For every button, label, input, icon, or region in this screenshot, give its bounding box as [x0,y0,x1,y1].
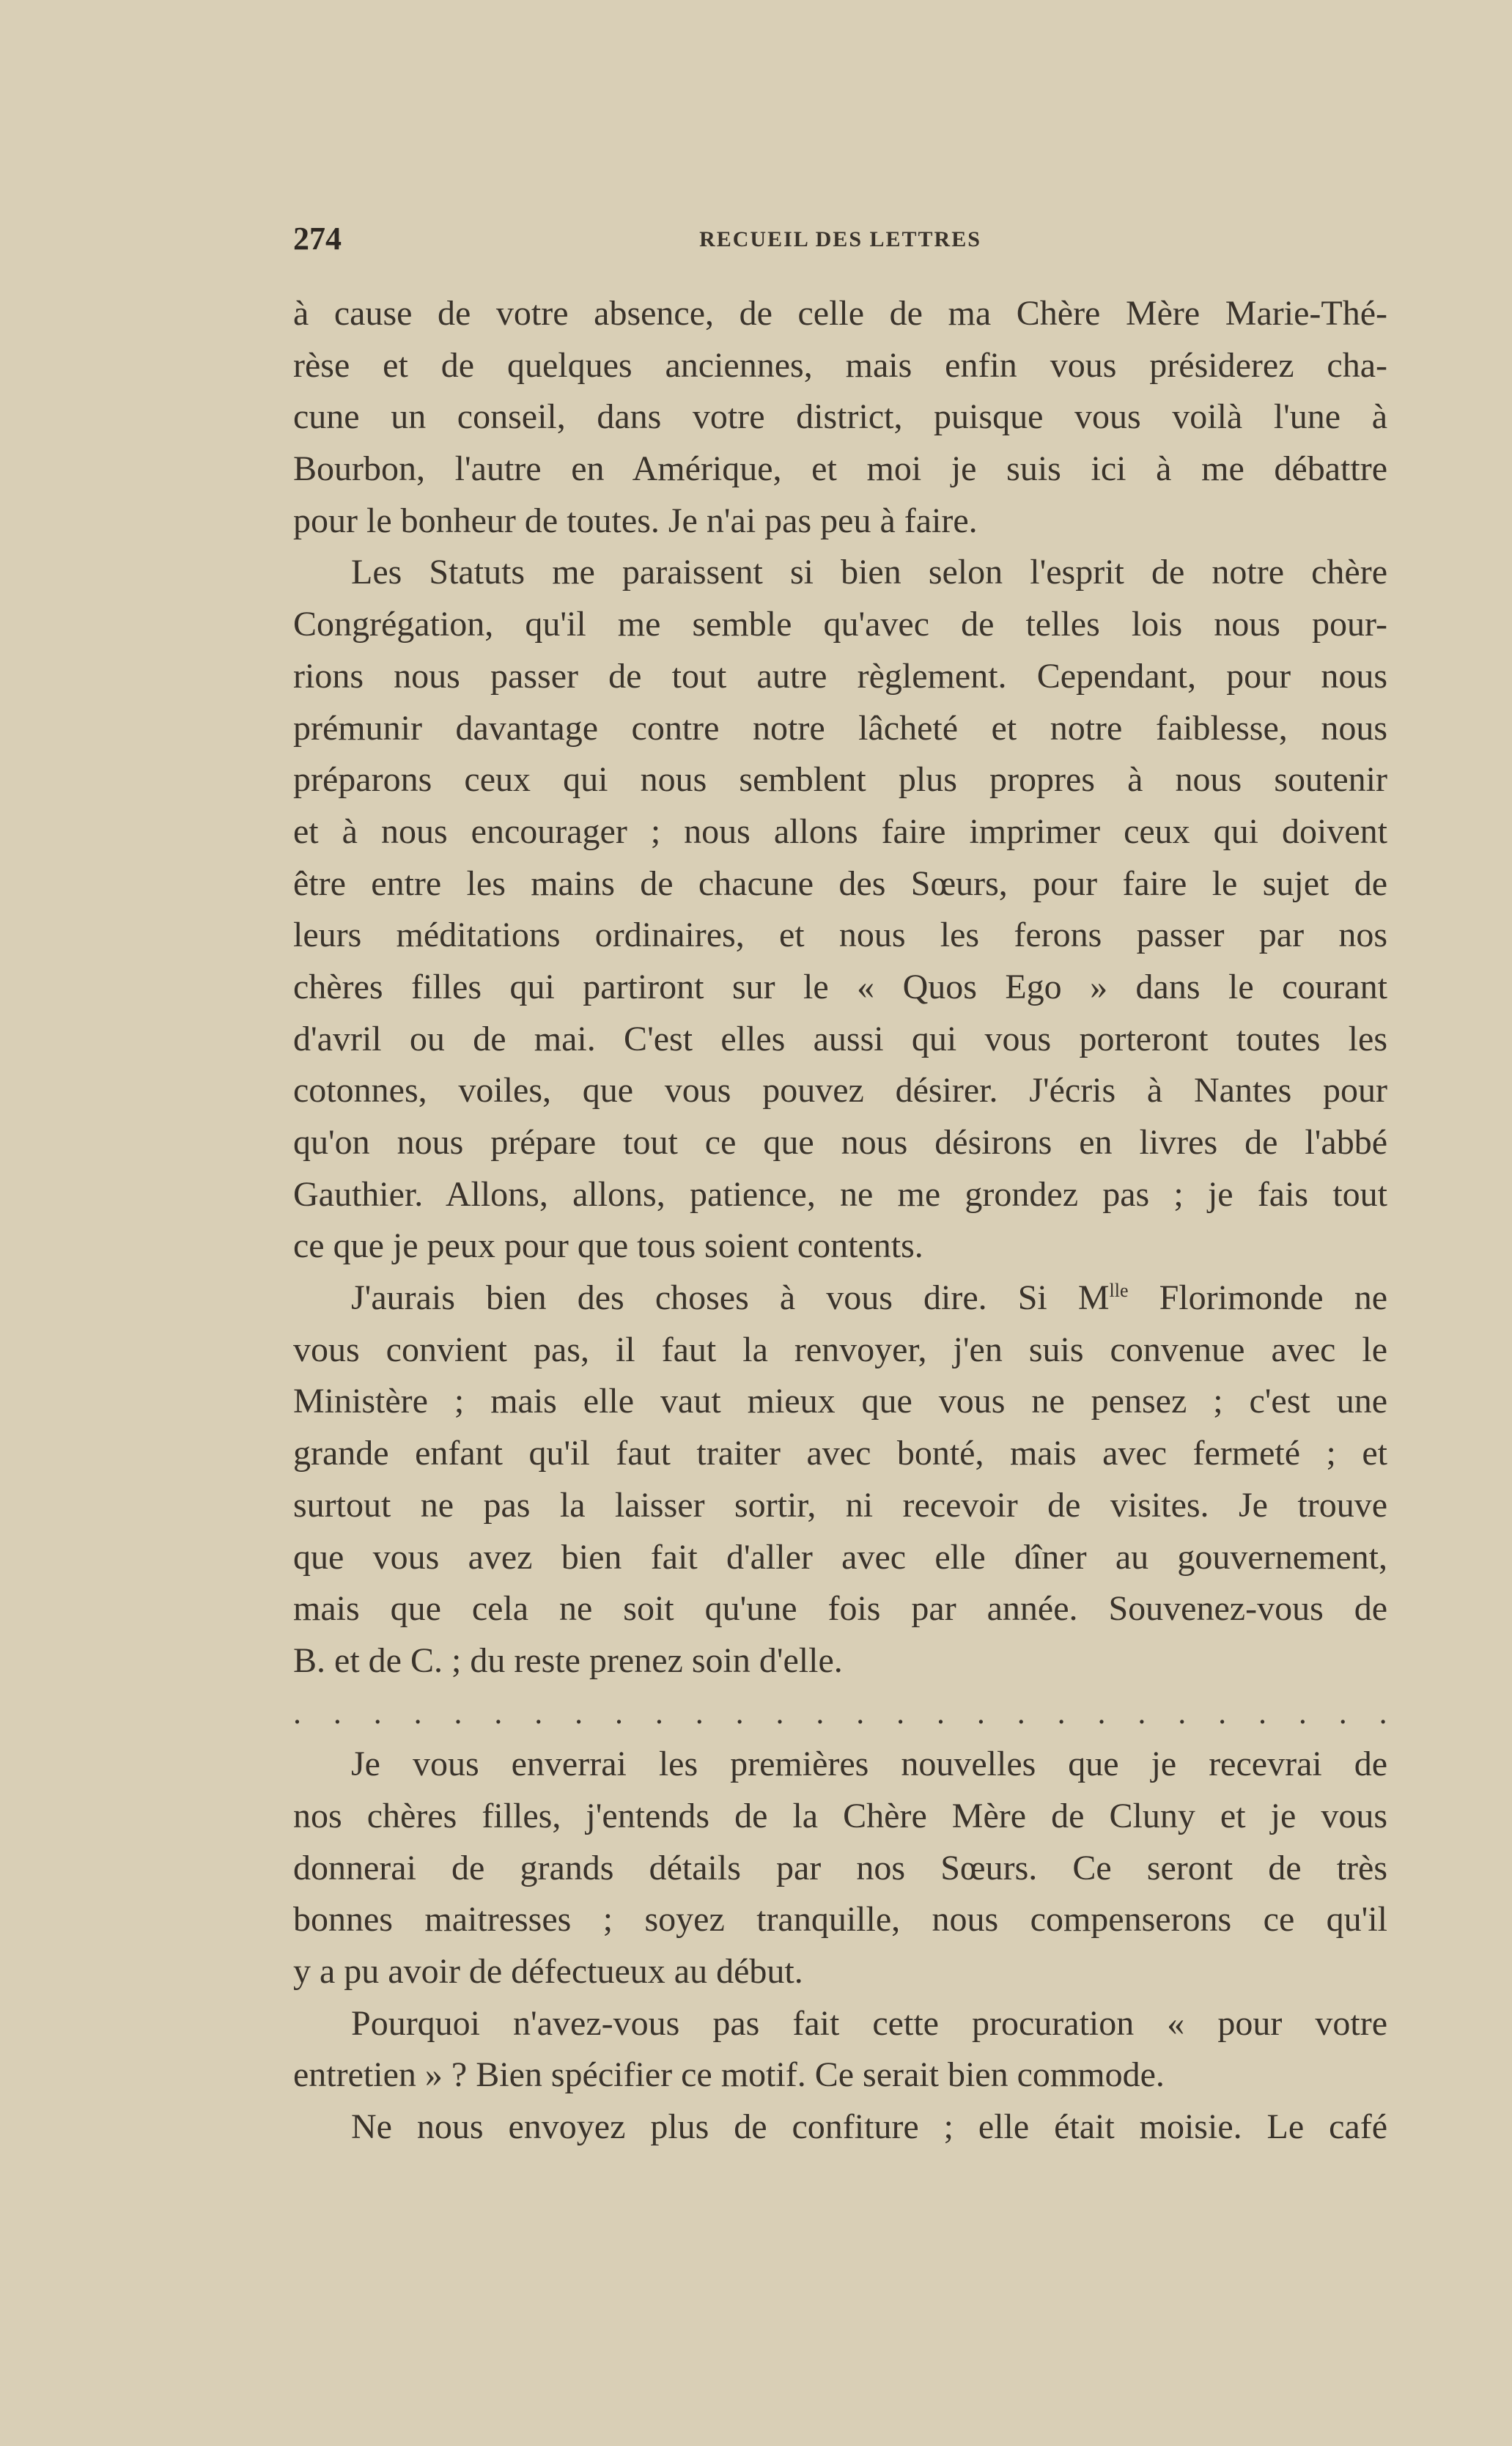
dot: . [1338,1694,1347,1731]
text-line: rions nous passer de tout autre règlement. Cependant, pour nous [293,656,1387,696]
text-line: surtout ne pas la laisser sortir, ni recevoir de visites. Je trouve [293,1485,1387,1525]
text-line: y a pu avoir de défectueux au début. [293,1952,803,1991]
text-line: grande enfant qu'il faut traiter avec bonté, mais avec fermeté ; et [293,1434,1387,1473]
dot: . [1017,1694,1025,1731]
text-line: d'avril ou de mai. C'est elles aussi qui vous porteront toutes les [293,1019,1387,1058]
text-line: pour le bonheur de toutes. Je n'ai pas peu à faire. [293,501,978,540]
text-line: et à nous encourager ; nous allons faire imprimer ceux qui doivent [293,811,1387,851]
dot: . [896,1694,905,1731]
paragraph [293,2101,1387,2154]
dot: . [575,1694,583,1731]
text-line: vous convient pas, il faut la renvoyer, j'en suis convenue avec le [293,1330,1387,1369]
paragraph [293,1272,1387,1687]
page-number: 274 [293,221,342,257]
dot: . [654,1694,663,1731]
dot: . [1137,1694,1146,1731]
text-line: chères filles qui partiront sur le « Quos Ego » dans le courant [293,967,1387,1006]
text-line: entretien » ? Bien spécifier ce motif. Ce serait bien commode. [293,2055,1165,2095]
text-line: Je vous enverrai les premières nouvelles que je recevrai de [351,1745,1387,1784]
text-line: donnerai de grands détails par nos Sœurs. Ce seront de très [293,1848,1387,1887]
page-header [293,220,1387,264]
dot: . [1379,1694,1387,1731]
text-line: bonnes maitresses ; soyez tranquille, nous compenserons ce qu'il [293,1900,1387,1940]
text-line: Congrégation, qu'il me semble qu'avec de telles lois nous pour- [293,605,1387,644]
text-line: que vous avez bien fait d'aller avec elle dîner au gouvernement, [293,1537,1387,1577]
dot: . [1258,1694,1266,1731]
text-line: J'aurais bien des choses à vous dire. Si $M^{lle}$ Florimonde ne [351,1278,1387,1318]
dot: . [856,1694,865,1731]
dot: . [413,1694,422,1731]
paragraph [293,288,1387,547]
text-line: leurs méditations ordinaires, et nous les ferons passer par nos [293,916,1387,955]
ellipsis-separator [293,1687,1387,1739]
dot: . [1218,1694,1227,1731]
text-line: prémunir davantage contre notre lâcheté et notre faiblesse, nous [293,708,1387,748]
body-text [293,288,1387,2154]
dot: . [373,1694,382,1731]
dot: . [534,1694,543,1731]
paragraph [293,1739,1387,1997]
text-line: qu'on nous prépare tout ce que nous désirons en livres de l'abbé [293,1123,1387,1162]
dot: . [494,1694,503,1731]
text-line: Pourquoi n'avez-vous pas fait cette procuration « pour votre [351,2003,1387,2043]
text-line: rèse et de quelques anciennes, mais enfin vous présiderez cha- [293,345,1387,385]
text-line: être entre les mains de chacune des Sœurs, pour faire le sujet de [293,863,1387,903]
paragraph [293,1998,1387,2101]
text-line: mais que cela ne soit qu'une fois par année. Souvenez-vous de [293,1589,1387,1629]
text-line: à cause de votre absence, de celle de ma Chère Mère Marie-Thé- [293,294,1387,333]
dot: . [1057,1694,1066,1731]
text-line: cotonnes, voiles, que vous pouvez désirer. J'écris à Nantes pour [293,1071,1387,1110]
text-line: cune un conseil, dans votre district, puisque vous voilà l'une à [293,397,1387,437]
dot: . [816,1694,825,1731]
dot: . [976,1694,985,1731]
dot: . [1298,1694,1307,1731]
text-line: Gauthier. Allons, allons, patience, ne me grondez pas ; je fais tout [293,1174,1387,1214]
dot: . [454,1694,462,1731]
text-line: nos chères filles, j'entends de la Chère Mère de Cluny et je vous [293,1796,1387,1835]
dot: . [1178,1694,1187,1731]
dot: . [735,1694,744,1731]
paragraph [293,547,1387,1272]
dot: . [293,1694,301,1731]
text-line: Bourbon, l'autre en Amérique, et moi je suis ici à me débattre [293,449,1387,489]
text-line: Ministère ; mais elle vaut mieux que vous ne pensez ; c'est une [293,1382,1387,1421]
running-title: RECUEIL DES LETTRES [699,227,981,251]
text-line: Les Statuts me paraissent si bien selon l'esprit de notre chère [351,553,1387,592]
text-line: Ne nous envoyez plus de confiture ; elle était moisie. Le café [351,2107,1387,2147]
dot: . [333,1694,342,1731]
dot: . [937,1694,945,1731]
text-line: préparons ceux qui nous semblent plus propres à nous soutenir [293,760,1387,800]
dot: . [695,1694,704,1731]
dot: . [1097,1694,1106,1731]
text-line: B. et de C. ; du reste prenez soin d'elle. [293,1640,843,1680]
dot: . [615,1694,623,1731]
dot: . [775,1694,784,1731]
text-line: ce que je peux pour que tous soient contents. [293,1226,923,1266]
